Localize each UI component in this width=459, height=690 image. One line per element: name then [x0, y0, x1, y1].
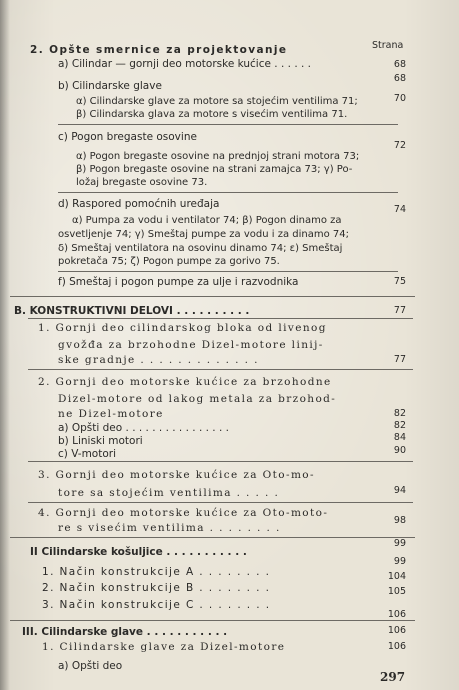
toc-line: 1. Cilindarske glave za Dizel-motore [42, 641, 286, 653]
toc-line: a) Opšti deo . . . . . . . . . . . . . . . . [58, 422, 229, 434]
toc-page: 77 [393, 354, 406, 365]
toc-page: 99 [393, 556, 406, 567]
toc-page: 82 [393, 420, 406, 431]
toc-page: 94 [393, 485, 406, 496]
divider [10, 537, 415, 538]
toc-line: tore sa stojećim ventilima . . . . . [58, 487, 280, 499]
toc-page: 77 [393, 305, 406, 316]
toc-line: pokretača 75; ζ) Pogon pumpe za gorivo 75. [58, 256, 280, 267]
divider [58, 271, 398, 272]
toc-page: 106 [387, 625, 406, 636]
divider [58, 192, 398, 193]
toc-line: B. KONSTRUKTIVNI DELOVI . . . . . . . . . . [14, 305, 250, 317]
toc-line: β) Cilindarska glava za motore s visećim ventilima 71. [76, 109, 348, 120]
toc-line: b) Cilindarske glave [58, 80, 162, 92]
toc-line: β) Pogon bregaste osovine na strani zamajca 73; γ) Po- [76, 164, 353, 175]
toc-line: 2. Gornji deo motorske kućice za brzohodne [38, 376, 332, 388]
toc-page: 68 [393, 73, 406, 84]
toc-page: 82 [393, 408, 406, 419]
divider [10, 296, 415, 297]
divider [28, 318, 413, 319]
toc-page: 70 [393, 93, 406, 104]
toc-page: 72 [393, 140, 406, 151]
toc-line: α) Pumpa za vodu i ventilator 74; β) Pogon dinamo za [72, 215, 342, 226]
toc-line: b) Liniski motori [58, 435, 143, 447]
toc-line: f) Smeštaj i pogon pumpe za ulje i razvodnika [58, 276, 299, 288]
toc-line: α) Pogon bregaste osovine na prednjoj strani motora 73; [76, 151, 360, 162]
page-shadow [0, 0, 10, 690]
toc-line: 2. Način konstrukcije B . . . . . . . . [42, 582, 271, 594]
toc-line: II Cilindarske košuljice . . . . . . . . . . . [30, 546, 247, 558]
toc-line: Dizel-motore od lakog metala za brzohod- [58, 393, 337, 405]
toc-line: 2. Opšte smernice za projektovanje [30, 44, 288, 56]
toc-line: d) Raspored pomoćnih uređaja [58, 198, 220, 210]
toc-page: 90 [393, 445, 406, 456]
toc-page: 68 [393, 59, 406, 70]
toc-line: 4. Gornji deo motorske kućice za Oto-moto- [38, 507, 329, 519]
toc-line: ske gradnje . . . . . . . . . . . . . [58, 354, 259, 366]
page-number: 297 [380, 670, 406, 684]
toc-line: 1. Gornji deo cilindarskog bloka od livenog [38, 322, 327, 334]
toc-page: 104 [387, 571, 406, 582]
divider [28, 502, 413, 503]
toc-line: c) Pogon bregaste osovine [58, 131, 197, 143]
toc-page: 74 [393, 204, 406, 215]
strana-header: Strana [372, 40, 404, 51]
toc-line: osvetljenje 74; γ) Smeštaj pumpe za vodu i za dinamo 74; [58, 229, 350, 240]
toc-line: III. Cilindarske glave . . . . . . . . . . . [22, 626, 228, 638]
toc-line: ne Dizel-motore [58, 408, 164, 420]
toc-page: 105 [387, 586, 406, 597]
toc-line: δ) Smeštaj ventilatora na osovinu dinamo 74; ε) Smeštaj [58, 243, 343, 254]
toc-line: a) Opšti deo [58, 660, 123, 672]
toc-line: α) Cilindarske glave za motore sa stojećim ventilima 71; [76, 96, 358, 107]
divider [28, 461, 413, 462]
toc-line: 1. Način konstrukcije A . . . . . . . . [42, 566, 271, 578]
toc-line: c) V-motori [58, 448, 116, 460]
divider [58, 124, 398, 125]
toc-line: ložaj bregaste osovine 73. [76, 177, 208, 188]
toc-line: gvožđa za brzohodne Dizel-motore linij- [58, 339, 324, 351]
divider [10, 620, 415, 621]
toc-line: 3. Gornji deo motorske kućice za Oto-mo- [38, 469, 315, 481]
toc-page: 75 [393, 276, 406, 287]
toc-page: 99 [393, 538, 406, 549]
toc-line: re s visećim ventilima . . . . . . . . [58, 522, 281, 534]
toc-line: a) Cilindar — gornji deo motorske kućice . . . . . . [58, 58, 312, 70]
toc-page: 106 [387, 609, 406, 620]
divider [28, 369, 413, 370]
toc-line: 3. Način konstrukcije C . . . . . . . . [42, 599, 271, 611]
toc-page: 106 [387, 641, 406, 652]
toc-page: 84 [393, 432, 406, 443]
toc-page: 98 [393, 515, 406, 526]
